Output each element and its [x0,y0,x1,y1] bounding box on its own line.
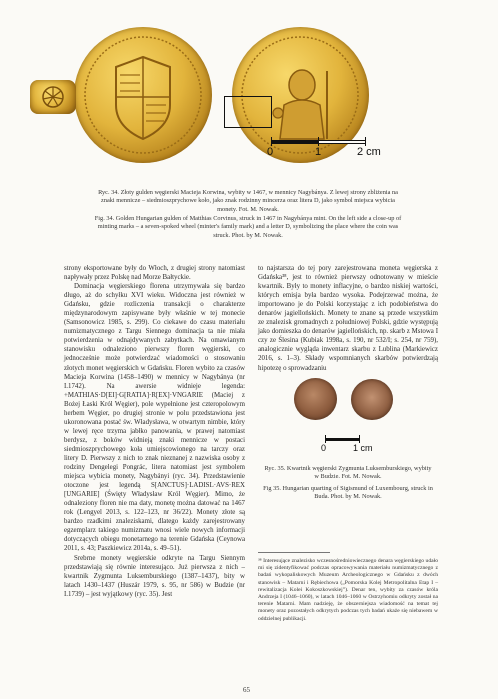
gold-coin-obverse [74,27,212,163]
scale-label-1: 1 [315,146,322,158]
figure-35-caption-en: Fig 35. Hungarian quarting of Sigismund of Luxembourg, struck in Buda. Phot. by M. Nowak. [263,485,433,501]
paragraph: Srebrne monety węgierskie odkryte na Targu Siennym przedstawiają się równie interesująco. Już pierwsza z nich – kwartnik Zygmunta Luksemburskiego (1387–1437), bity w latach 1430–1437 (Huszár 1979, s. 95, nr 586) w Budzie (nr I.1739) – jest wyjątkowy (ryc. 35). Jest [64,554,245,598]
footnote: ³⁸ Interesujące znalezisko wczesnośredniowiecznego denara węgierskiego udało mi się zidentyfikować podczas opracowywania materiału numizmatycznego z badań wykopaliskowych Muzeum Archeologicznego w Gdańsku z dwóch stanowisk – Matarni i Rębiechowa („Pomorska Kolej Metropolitalna Etap I – rewitalizacja Kolei Kokoszkowskiej”). Denar ten, wybity za czasów króla Andrzeja I (1046–1060), w latach 1046–1060 w Ostrzyhomiu odkryty został na terenie Matarni. Mam nadzieję, że obszerniejsza wiadomość na temat tej monety oraz pozostałych odkrytych podczas tych badań ukaże się niebawem w oddzielnej publikacji. [258,558,438,622]
scale-label-2cm: 2 cm [357,146,381,158]
mint-mark-wheel-closeup [30,80,76,114]
silver-coin-reverse [351,379,393,420]
silver-coin-obverse [294,378,337,420]
figure-34-caption-pl: Ryc. 34. Złoty gulden węgierski Macieja Korwina, wybity w 1467, w mennicy Nagybánya. Z lewej strony zbliżenia na znaki mennicze – siedmioszprychowe koło, jako znak rodzinny mincerza oraz litera D, jako symbol miejsca wybicia monety. Fot. M. Nowak. [98,189,398,213]
footnote-rule [258,552,330,553]
closeup-box [224,96,272,128]
scale-label-0: 0 [321,443,327,453]
scale-label-0: 0 [267,146,274,158]
right-text-column [258,264,438,373]
page-number: 65 [243,686,250,694]
figure-34 [0,0,498,250]
figure-35-caption-pl: Ryc. 35. Kwartnik węgierski Zygmunta Luksemburskiego, wybity w Budzie. Fot. M. Nowak. [264,465,432,481]
scale-label-1cm: 1 cm [353,443,373,453]
paragraph: Dominacja węgierskiego florena utrzymywała się bardzo długo, aż do schyłku XVI wieku. Widoczna jest również w Gdańsku, gdzie rozliczenia transakcji o charakterze międzynarodowym zapisywane były właśnie w tej monecie (Samsonowicz 1985, s. 299). Co ciekawe do czasu materiału numizmatycznego z Targu Siennego dominacja ta nie miała potwierdzenia w odnajdywanych zabytkach. Na omawianym stanowisku odnaleziono pierwszy floren węgierski, co jednocześnie może potwierdzać wiadomości o stosowaniu złotych monet węgierskich w Gdańsku. Floren wybito za czasów Macieja Korwina (1458–1490) w mennicy w Nagybánya (nr I.1742). Na awersie widnieje legenda: +MATHIAS·D[EI]·G[RATIA]·R[EX]·VNGARIE (Maciej z Bożej Łaski Król Węgier), pole wypełnione jest czteropolowym herbem Węgier, po drugiej stronie w polu przedstawiona jest ukoronowana postać św. Władysława, w otwartym nimbie, który w lewej ręce trzyma jabłko panowania, w prawej natomiast berdysz, z boków widnieją znaki mennicze w postaci siedmioszprychowego koła umiejscowionego na tarczy oraz litery D. Pierwszy z nich to znak nieznanej z nazwiska osoby z rodziny Dengelegi Pongrác, litera natomiast jest symbolem miejsca wybicia monety, Nagybányi (ryc. 34). Przedstawienie otoczone jest legendą S[ANCTUS]·LADISL·AVS·REX [UNGARIE] (Święty Władysław Król Węgier). Mimo, że odnaleziony floren nie ma daty, monetę można datować na 1467 rok (Lengyel 2013, s. 122–123, nr 36/22). Monety złote są bardzo rzadkimi znaleziskami, dlatego każdy zarejestrowany egzemplarz takiego numizmatu wnosi wiele nowych informacji dotyczących obiegu monetarnego na terenie Gdańska (Ceynowa 2011, s. 43; Paszkiewicz 2014a, s. 49–51). [64,283,245,553]
left-text-column [64,264,245,599]
paragraph: strony eksportowane były do Włoch, z drugiej strony natomiast napływały przez Polskę nad Morze Bałtyckie. [64,265,245,282]
figure-34-caption-en: Fig. 34. Golden Hungarian gulden of Matthias Corvinus, struck in 1467 in Nagybánya mint. On the left side a close-up of minting marks – a seven-spoked wheel (minter's family mark) and a letter D, symbolizing the place where the coin was struck. Phot. by M. Nowak. [94,215,402,239]
paragraph: to najstarsza do tej pory zarejestrowana moneta węgierska z Gdańska³⁸, jest to również pierwszy odnotowany w mieście kwartnik. Były to monety inflacyjne, o bardzo niskiej wartości, których emisja była bardzo wysoka. Podejrzewać można, że importowano je do Polski korzystając z ich podobieństwa do denarów jagiellońskich. Monety te znane są przede wszystkim ze znalezisk gromadnych z południowej Polski, gdzie występują jako domieszka do denarów jagiellońskich, np. skarb z Mstowa I czy ze Ślesina (Kubiak 1998a, s. 190, nr 532/I; s. 254, nr 759), analogicznie wygląda inwentarz skarbu z Lublina (Markiewicz 2016, s. 1–3). Składy wspomnianych skarbów potwierdzają hipotezę o sprowadzaniu [258,265,438,372]
